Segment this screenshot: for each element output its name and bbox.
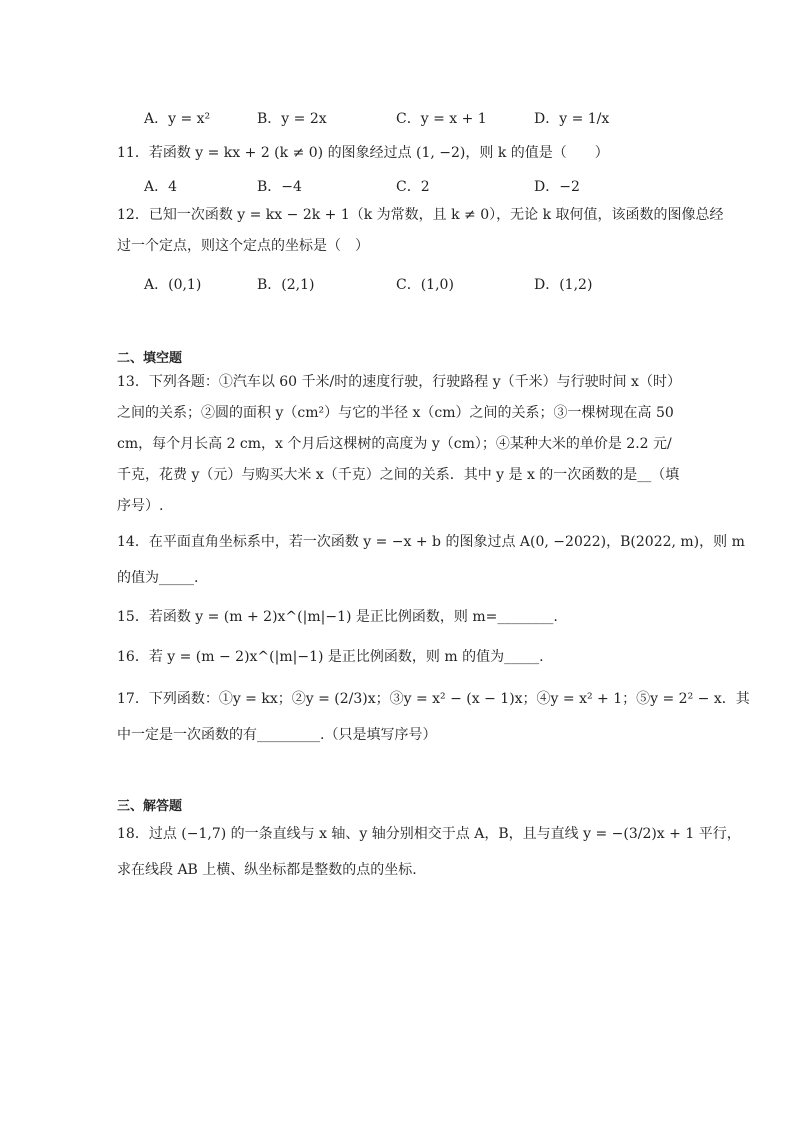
question-line: 14．在平面直角坐标系中，若一次函数 y = −x + b 的图象过点 A(0, −2022)，B(2022, m)，则 m [117,534,745,550]
question-text: 16．若 y = (m − 2)x^(|m|−1) 是正比例函数，则 m 的值为_____. [117,649,544,665]
question-16 [117,642,677,673]
question-line: 的值为_____. [117,570,199,586]
option-c: C．y = x + 1 [396,111,487,127]
question-line: 序号）. [117,498,164,514]
question-17 [117,684,750,751]
option-d: D．(1,2) [534,277,593,293]
question-13 [117,367,681,522]
option-a: A．(0,1) [144,277,202,293]
question-text: 15．若函数 y = (m + 2)x^(|m|−1) 是正比例函数，则 m=________. [117,609,558,625]
question-text: 11．若函数 y = kx + 2 (k ≠ 0) 的图象经过点 (1, −2)，则 k 的值是（ ） [117,145,609,161]
question-line: 求在线段 AB 上横、纵坐标都是整数的点的坐标. [117,862,417,878]
option-b: B．y = 2x [257,111,327,127]
q11-options [144,176,744,196]
question-line: cm，每个月长高 2 cm，x 个月后这棵树的高度为 y（cm）；④某种大米的单价是 2.2 元/ [117,436,672,452]
question-line: 12．已知一次函数 y = kx − 2k + 1（k 为常数，且 k ≠ 0），无论 k 取何值，该函数的图像总经 [117,207,724,223]
question-15 [117,602,677,633]
section-heading-fill-blank: 二、填空题 [117,351,183,366]
question-line: 13．下列各题：①汽车以 60 千米/时的速度行驶，行驶路程 y（千米）与行驶时间 x（时） [117,374,681,390]
question-line: 过一个定点，则这个定点的坐标是（ ） [117,238,369,254]
question-line: 18．过点 (−1,7) 的一条直线与 x 轴、y 轴分别相交于点 A，B，且与直线 y = −(3/2)x + 1 平行， [117,826,741,842]
option-d: D．y = 1/x [534,111,610,127]
option-c: C．(1,0) [396,277,454,293]
option-a: A．4 [144,179,178,195]
question-12 [117,200,724,262]
question-line: 千克，花费 y（元）与购买大米 x（千克）之间的关系．其中 y 是 x 的一次函数的是__（填 [117,467,680,483]
question-18 [117,819,741,886]
question-line: 之间的关系；②圆的面积 y（cm²）与它的半径 x（cm）之间的关系；③一棵树现在高 50 [117,405,674,421]
option-a: A．y = x² [144,111,211,127]
question-line: 中一定是一次函数的有_________.（只是填写序号） [117,727,437,743]
q12-options [144,274,744,294]
option-c: C．2 [396,179,430,195]
q10-options [144,108,744,128]
option-b: B．−4 [257,179,302,195]
option-d: D．−2 [534,179,580,195]
option-b: B．(2,1) [257,277,315,293]
question-11 [117,138,677,169]
question-line: 17．下列函数：①y = kx；②y = (2/3)x；③y = x² − (x − 1)x；④y = x² + 1；⑤y = 2² − x．其 [117,691,750,707]
question-14 [117,527,745,594]
section-heading-solve: 三、解答题 [117,799,183,814]
